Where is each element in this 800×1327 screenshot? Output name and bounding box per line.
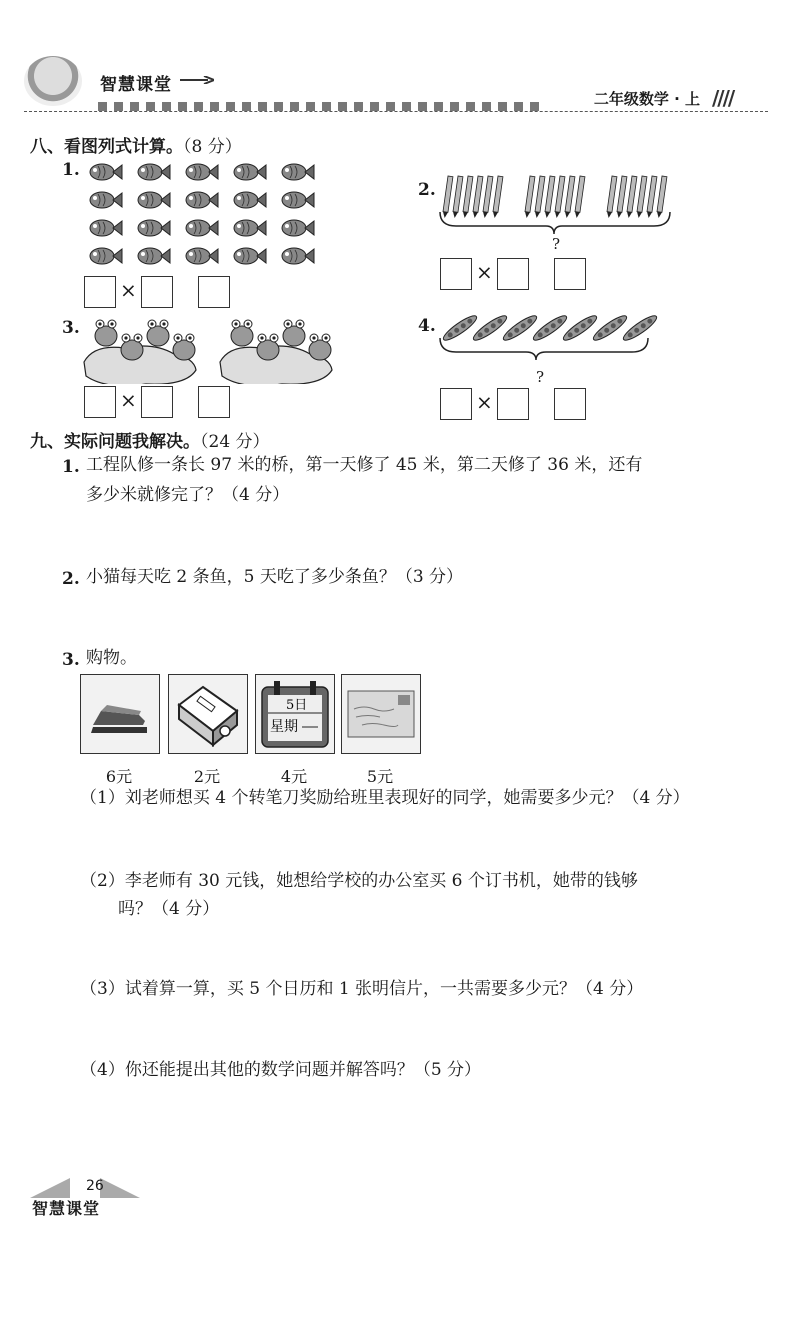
answer-box[interactable] [84, 386, 116, 418]
answer-box[interactable] [141, 276, 173, 308]
pencil-sharpener-icon [169, 675, 247, 753]
item4-number: 4. [418, 316, 436, 336]
pencil-icon [452, 176, 463, 218]
answer-box[interactable] [440, 388, 472, 420]
question-mark: ? [552, 235, 561, 253]
pencil-icon [606, 176, 617, 218]
postcard-price: 5元 [366, 767, 394, 786]
header-grade: 二年级数学 · 上 [593, 90, 700, 108]
q3-sub1: （1）刘老师想买 4 个转笔刀奖励给班里表现好的同学，她需要多少元？（4 分） [80, 788, 690, 808]
q1-text-line1: 工程队修一条长 97 米的桥，第一天修了 45 米，第二天修了 36 米，还有 [86, 455, 643, 475]
q3-sub2-line2: 吗？（4 分） [118, 899, 220, 919]
fish-icon [234, 164, 266, 180]
fish-icon [282, 192, 314, 208]
calendar-icon [256, 675, 334, 753]
answer-box[interactable] [198, 276, 230, 308]
pea-pods [436, 310, 658, 370]
q3-sub4: （4）你还能提出其他的数学问题并解答吗？（5 分） [80, 1060, 482, 1080]
q2-text: 小猫每天吃 2 条鱼，5 天吃了多少条鱼？（3 分） [86, 567, 464, 587]
item1-number: 1. [62, 160, 80, 180]
pencil-icon [472, 176, 483, 218]
q3-number: 3. [62, 650, 80, 670]
answer-box[interactable] [84, 276, 116, 308]
frog-icon [257, 334, 279, 360]
fish-icon [138, 220, 170, 236]
fish-icon [138, 248, 170, 264]
pencil-icon [534, 176, 545, 218]
arrow-icon [180, 76, 214, 84]
fish-icon [90, 248, 122, 264]
item3-number: 3. [62, 318, 80, 338]
times-sign: × [120, 278, 137, 302]
postcard-icon [342, 675, 420, 753]
stapler-card [80, 674, 160, 754]
fish-icon [282, 220, 314, 236]
header-divider [24, 111, 768, 112]
pencil-icon [616, 176, 627, 218]
frog-icon [309, 334, 331, 360]
calendar-card [255, 674, 335, 754]
calendar-week-label: 星期 [270, 719, 298, 735]
page-number: 26 [86, 1178, 104, 1194]
pencil-icon [646, 176, 657, 218]
fish-icon [186, 220, 218, 236]
pencil-icon [554, 176, 565, 218]
brace [440, 338, 648, 360]
q1-number: 1. [62, 457, 80, 477]
pencil-icon [482, 176, 493, 218]
pencil-icon [574, 176, 585, 218]
fish-icon [282, 248, 314, 264]
frog-groups [78, 312, 350, 384]
q2-number: 2. [62, 569, 80, 589]
pencil-icon [636, 176, 647, 218]
fish-icon [138, 164, 170, 180]
fish-icon [234, 192, 266, 208]
slash-decor-icon: //// [712, 86, 734, 110]
frog-icon [95, 320, 117, 346]
times-sign: × [120, 388, 137, 412]
pencil-icon [524, 176, 535, 218]
stapler-icon [81, 675, 159, 753]
frog-icon [121, 334, 143, 360]
times-sign: × [476, 260, 493, 284]
mascot-logo-icon [24, 56, 82, 106]
pencil-icon [656, 176, 667, 218]
answer-box[interactable] [497, 388, 529, 420]
section9-title: 九、实际问题我解决。（24 分） [30, 432, 270, 452]
fish-icon [90, 192, 122, 208]
fish-icon [186, 192, 218, 208]
postcard-card [341, 674, 421, 754]
answer-box[interactable] [554, 258, 586, 290]
q3-sub2-line1: （2）李老师有 30 元钱，她想给学校的办公室买 6 个订书机，她带的钱够 [80, 871, 638, 891]
frog-icon [147, 320, 169, 346]
fish-grid [78, 156, 318, 276]
q3-text: 购物。 [86, 648, 137, 668]
calendar-day-label: 5日 [286, 698, 308, 713]
fish-icon [186, 248, 218, 264]
q3-sub3: （3）试着算一算，买 5 个日历和 1 张明信片，一共需要多少元？（4 分） [80, 979, 644, 999]
section8-title: 八、看图列式计算。（8 分） [30, 137, 242, 157]
calendar-price: 4元 [280, 767, 308, 786]
sharpener-card [168, 674, 248, 754]
question-mark: ? [536, 368, 545, 386]
fish-icon [186, 164, 218, 180]
sharpener-price: 2元 [193, 767, 221, 786]
answer-box[interactable] [497, 258, 529, 290]
answer-box[interactable] [141, 386, 173, 418]
fish-icon [138, 192, 170, 208]
pencil-icon [442, 176, 453, 218]
pencil-icon [544, 176, 555, 218]
frog-icon [173, 334, 195, 360]
pencil-icon [462, 176, 473, 218]
frog-icon [231, 320, 253, 346]
item2-number: 2. [418, 180, 436, 200]
times-sign: × [476, 390, 493, 414]
fish-icon [282, 164, 314, 180]
pencil-icon [492, 176, 503, 218]
q1-text-line2: 多少米就修完了？（4 分） [86, 485, 290, 505]
stapler-price: 6元 [105, 767, 133, 786]
pencil-icon [564, 176, 575, 218]
header-brand: 智慧课堂 [100, 75, 172, 95]
footer-banner-icon [30, 1176, 140, 1198]
answer-box[interactable] [440, 258, 472, 290]
fish-icon [90, 164, 122, 180]
pencil-icon [626, 176, 637, 218]
fish-icon [90, 220, 122, 236]
frog-icon [283, 320, 305, 346]
header-decor-dots [98, 96, 546, 115]
footer-brand: 智慧课堂 [32, 1199, 101, 1218]
answer-box[interactable] [198, 386, 230, 418]
fish-icon [234, 220, 266, 236]
fish-icon [234, 248, 266, 264]
answer-box[interactable] [554, 388, 586, 420]
